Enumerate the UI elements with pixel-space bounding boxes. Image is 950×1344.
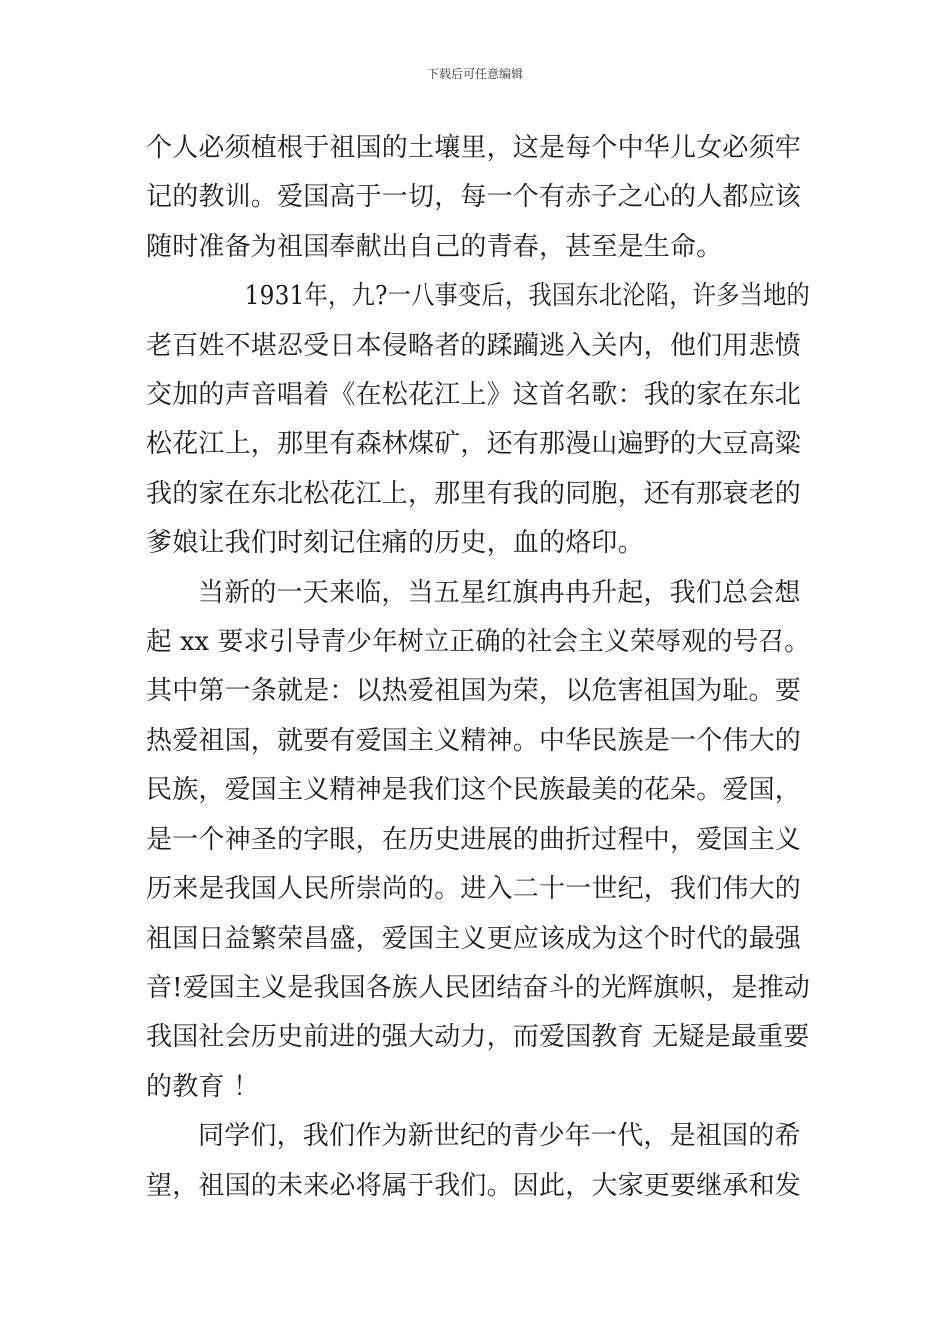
text-line: 当新的一天来临，当五星红旗冉冉升起，我们总会想 [198,577,801,608]
text-line: 是一个神圣的字眼，在历史进展的曲折过程中，爱国主义 [146,824,802,855]
text-line: 同学们，我们作为新世纪的青少年一代，是祖国的希 [198,1121,801,1152]
text-line: 随时准备为祖国奉献出自己的青春，甚至是生命。 [146,231,723,262]
text-line: 松花江上，那里有森林煤矿，还有那漫山遍野的大豆高粱 [146,429,802,460]
text-line: 起 xx 要求引导青少年树立正确的社会主义荣辱观的号召。 [146,627,810,658]
text-line: 的教育 ！ [146,1071,260,1102]
text-line: 我的家在东北松花江上，那里有我的同胞，还有那衰老的 [146,478,802,509]
text-line: 个人必须植根于祖国的土壤里，这是每个中华儿女必须牢 [146,133,802,163]
text-line: 老百姓不堪忍受日本侵略者的蹂躏逃入关内，他们用悲愤 [146,330,802,361]
text-line: 我国社会历史前进的强大动力，而爱国教育 无疑是最重要 [146,1022,810,1053]
paragraph [146,272,810,568]
text-line: 历来是我国人民所崇尚的。进入二十一世纪，我们伟大的 [146,874,802,905]
text-line: 热爱祖国，就要有爱国主义精神。中华民族是一个伟大的 [146,725,802,756]
text-line: 音!爱国主义是我国各族人民团结奋斗的光辉旗帜，是推动 [146,972,810,1003]
paragraph [146,124,810,272]
text-line: 祖国日益繁荣昌盛，爱国主义更应该成为这个时代的最强 [146,923,802,954]
paragraph [146,569,810,1112]
paragraph [146,1112,810,1211]
text-line: 其中第一条就是：以热爱祖国为荣，以危害祖国为耻。要 [146,676,802,707]
text-line: 民族，爱国主义精神是我们这个民族最美的花朵。爱国， [146,775,802,806]
text-line: 交加的声音唱着《在松花江上》这首名歌：我的家在东北 [146,380,802,411]
text-line: 记的教训。爱国高于一切，每一个有赤子之心的人都应该 [146,182,802,213]
document-body [146,124,810,1211]
page-header: 下载后可任意编辑 [426,67,523,81]
text-line: 望，祖国的未来必将属于我们。因此，大家更要继承和发 [146,1170,802,1201]
text-line: 1931年，九?一八事变后，我国东北沦陷，许多当地的 [244,281,810,312]
text-line: 爹娘让我们时刻记住痛的历史，血的烙印。 [146,528,644,559]
